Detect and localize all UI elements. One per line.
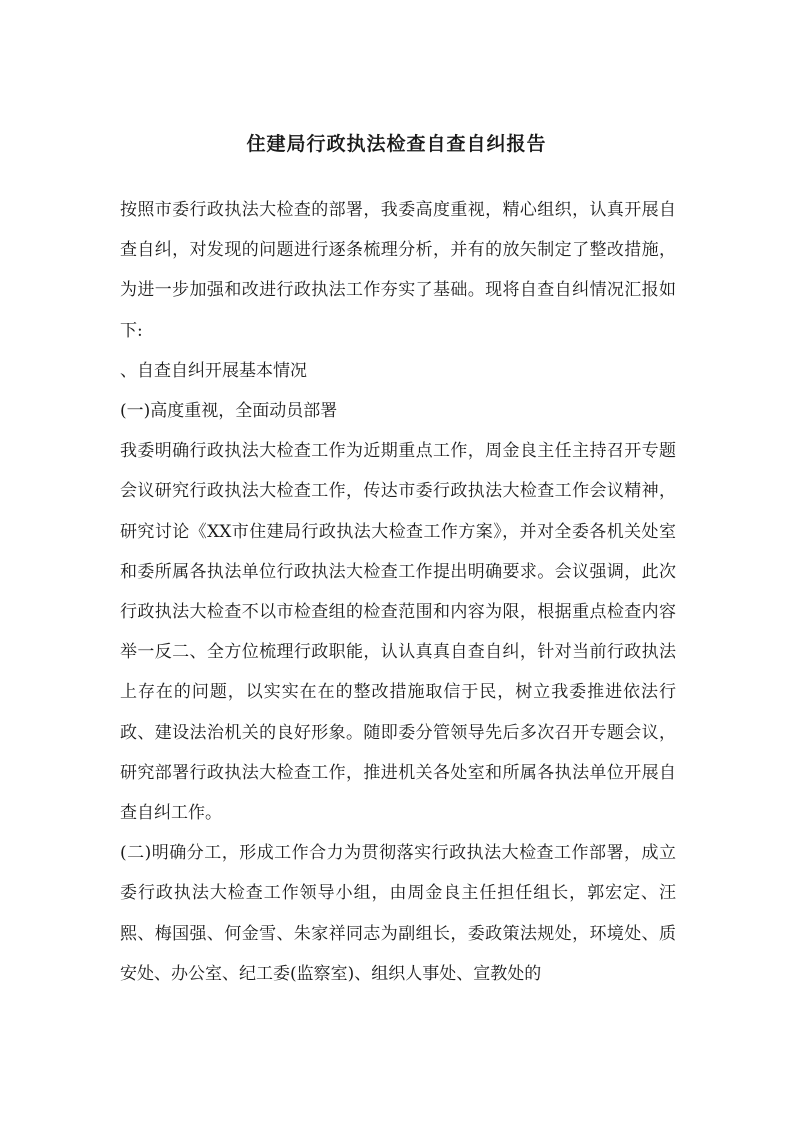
subsection-heading-1: (一)高度重视，全面动员部署 <box>120 401 338 422</box>
section-heading-1: 、自查自纠开展基本情况 <box>120 360 307 381</box>
paragraph-body-2: (二)明确分工，形成工作合力为贯彻落实行政执法大检查工作部署，成立委行政执法大检查工作领导小组，由周金良主任担任组长，郭宏定、汪熙、梅国强、何金雪、朱家祥同志为副组长，委政策法规处，环境处、质安处、办公室、纪工委(监察室)、组织人事处、宣教处的 <box>120 843 676 984</box>
paragraph-body-1: 我委明确行政执法大检查工作为近期重点工作，周金良主任主持召开专题会议研究行政执法大检查工作，传达市委行政执法大检查工作会议精神，研究讨论《XX市住建局行政执法大检查工作方案》，并对全委各机关处室和委所属各执法单位行政执法大检查工作提出明确要求。会议强调，此次行政执法大检查不以市检查组的检查范围和内容为限，根据重点检查内容举一反二、全方位梳理行政职能，认认真真自查自纠，针对当前行政执法上存在的问题，以实实在在的整改措施取信于民，树立我委推进依法行政、建设法治机关的良好形象。随即委分管领导先后多次召开专题会议，研究部署行政执法大检查工作，推进机关各处室和所属各执法单位开展自查自纠工作。 <box>120 441 676 824</box>
document-body <box>120 190 676 994</box>
document-title: 住建局行政执法检查自查自纠报告 <box>246 133 547 155</box>
paragraph-intro: 按照市委行政执法大检查的部署，我委高度重视，精心组织，认真开展自查自纠，对发现的问题进行逐条梳理分析，并有的放矢制定了整改措施，为进一步加强和改进行政执法工作夯实了基础。现将自查自纠情况汇报如下: <box>120 200 676 341</box>
